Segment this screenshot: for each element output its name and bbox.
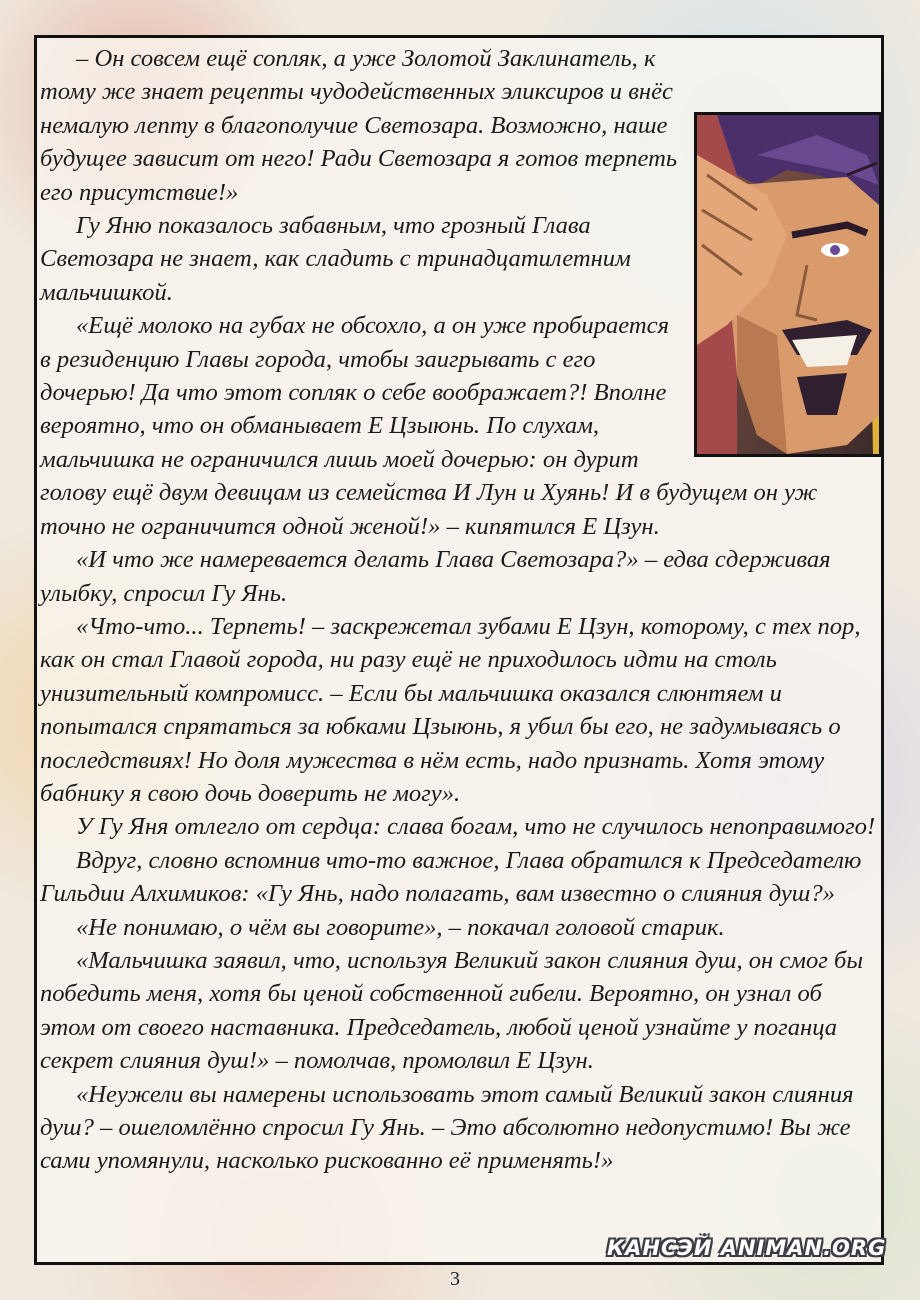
paragraph: «И что же намеревается делать Глава Светозара?» – едва сдерживая улыбку, спросил Гу Янь. bbox=[40, 546, 831, 607]
portrait-text-wrap bbox=[686, 112, 882, 458]
paragraph: – Он совсем ещё сопляк, а уже Золотой Заклинатель, к тому же знает рецепты чудодейственных эликсиров и внёс немалую лепту в благополучие Светозара. Возможно, наше будущее зависит от него! Ради Светозара я готов терпеть его присутствие!» bbox=[40, 45, 678, 206]
story-text bbox=[40, 42, 882, 1178]
paragraph: Гу Яню показалось забавным, что грозный Глава Светозара не знает, как сладить с тринадцатилетним мальчишкой. bbox=[40, 212, 631, 306]
paragraph: Вдруг, словно вспомнив что-то важное, Глава обратился к Председателю Гильдии Алхимиков: «Гу Янь, надо полагать, вам известно о слияния душ?» bbox=[40, 846, 862, 908]
paragraph: «Мальчишка заявил, что, используя Великий закон слияния душ, он смог бы победить меня, хотя бы ценой собственной гибели. Вероятно, он узнал об этом от своего наставника. Председатель, любой ценой узнайте у поганца секрет слияния душ!» – помолчав, промолвил Е Цзун. bbox=[40, 946, 864, 1075]
paragraph: «Неужели вы намерены использовать этот самый Великий закон слияния душ? – ошеломлённо спросил Гу Янь. – Это абсолютно недопустимо! Вы же сами упомянули, насколько рискованно её применять!» bbox=[40, 1080, 854, 1175]
paragraph: «Не понимаю, о чём вы говорите», – покачал головой старик. bbox=[76, 913, 725, 941]
paragraph: «Ещё молоко на губах не обсохло, а он уже пробирается в резиденцию Главы города, чтобы заигрывать с его дочерью! Да что этот сопляк о себе воображает?! Вполне вероятно, что он обманывает Е Цзыюнь. По слухам, мальчишка не ограничился лишь моей дочерью: он дурит голову ещё двум девицам из семейства И Лун и Хуянь! И в будущем он уж точно не ограничится одной женой!» – кипятился Е Цзун. bbox=[40, 312, 818, 540]
page-number: 3 bbox=[450, 1268, 460, 1290]
paragraph: У Гу Яня отлегло от сердца: слава богам, что не случилось непоправимого! bbox=[76, 813, 876, 841]
paragraph: «Что-что... Терпеть! – заскрежетал зубами Е Цзун, которому, с тех пор, как он стал Главой города, ни разу ещё не приходилось идти на столь унизительный компромисс. – Если бы мальчишка оказался слюнтяем и попытался спрятаться за юбками Цзыюнь, я убил бы его, не задумываясь о последствиях! Но доля мужества в нём есть, надо признать. Хотя этому бабнику я свою дочь доверить не могу». bbox=[40, 612, 861, 807]
watermark-logo: КАНСЭЙ ANIMAN.ORG bbox=[607, 1236, 887, 1260]
